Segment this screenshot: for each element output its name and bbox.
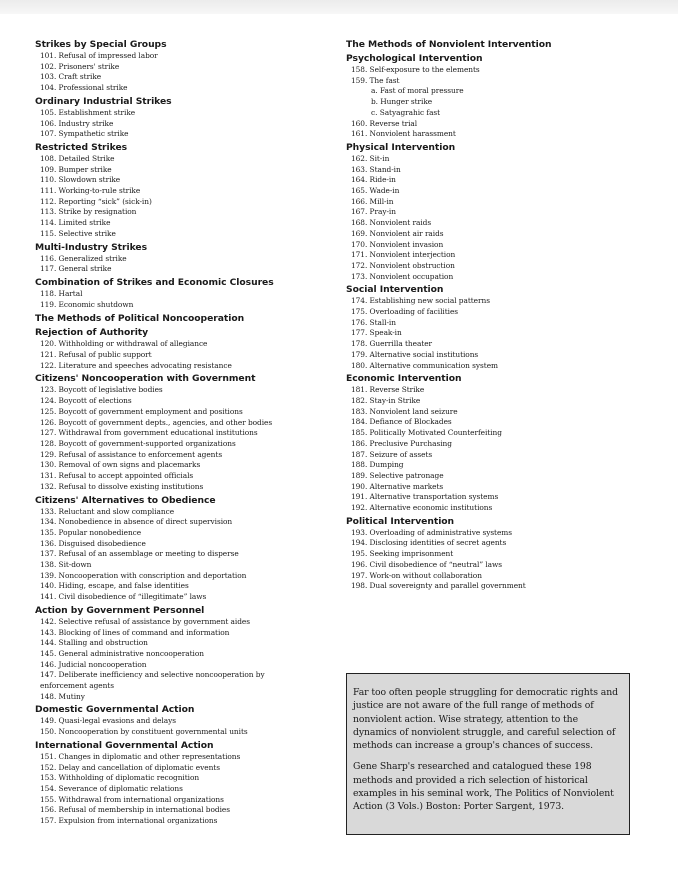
method-item: 195. Seeking imprisonment [351,549,454,559]
method-item: 186. Preclusive Purchasing [351,438,452,448]
method-item: 148. Mutiny [40,691,85,701]
method-item: 142. Selective refusal of assistance by government aides [40,616,250,626]
method-item: 191. Alternative transportation systems [351,492,499,502]
method-item: 172. Nonviolent obstruction [351,260,455,270]
method-list [35,289,330,310]
method-item: 132. Refusal to dissolve existing institutions [40,481,204,491]
method-item: 149. Quasi-legal evasions and delays [40,716,177,726]
method-item: 177. Speak-in [351,328,402,338]
method-item: 115. Selective strike [40,228,116,238]
method-item: 117. General strike [40,264,112,274]
info-box [346,673,630,835]
section-heading: Psychological Intervention [346,53,483,64]
method-item: 197. Work-on without collaboration [351,570,482,580]
method-item: 125. Boycott of government employment and positions [40,406,243,416]
info-paragraph-2: Gene Sharp's researched and catalogued these 198 methods and provided a rich selection of historical examples in his seminal work, The Politics of Nonviolent Action (3 Vols.) Boston: Porter Sargent, 1973. [353,761,614,813]
method-list [35,154,330,240]
method-item: 171. Nonviolent interjection [351,250,456,260]
section-heading: Action by Government Personnel [35,604,205,616]
method-item: b. Hunger strike [371,97,433,107]
section-heading: Social Intervention [346,284,444,296]
method-item: 109. Bumper strike [40,164,112,174]
section-heading: Strikes by Special Groups [35,39,167,50]
method-item: 147. Deliberate inefficiency and selective noncooperation by enforcement agents [40,670,265,691]
method-item: 198. Dual sovereignty and parallel government [351,581,526,591]
left-column [35,39,330,827]
method-item: 159. The fast [351,75,400,85]
method-item: 105. Establishment strike [40,107,136,117]
method-list [346,154,636,282]
method-item: 103. Craft strike [40,72,102,82]
method-item: 168. Nonviolent raids [351,218,432,228]
method-item: 101. Refusal of impressed labor [40,51,158,60]
method-item: 157. Expulsion from international organizations [40,816,218,826]
method-item: 116. Generalized strike [40,253,127,263]
section-heading: Ordinary Industrial Strikes [35,95,172,107]
part-heading: The Methods of Nonviolent Intervention [346,39,552,50]
method-item: 167. Pray-in [351,207,396,217]
method-item: 107. Sympathetic strike [40,129,129,139]
method-list [346,296,636,371]
method-item: 126. Boycott of government depts., agencies, and other bodies [40,417,273,427]
method-item: 169. Nonviolent air raids [351,228,444,238]
method-item: 156. Refusal of membership in international bodies [40,805,230,815]
method-item: 120. Withholding or withdrawal of allegiance [40,339,208,349]
method-list [35,339,330,371]
method-list [35,385,330,492]
method-item: 161. Nonviolent harassment [351,129,456,139]
method-item: 104. Professional strike [40,83,128,93]
method-item: 121. Refusal of public support [40,350,152,360]
method-item: 188. Dumping [351,460,404,470]
section-heading: Restricted Strikes [35,141,128,153]
method-item: 150. Noncooperation by constituent governmental units [40,727,248,737]
method-item: 110. Slowdown strike [40,175,121,185]
method-item: 155. Withdrawal from international organizations [40,794,224,804]
method-item: 153. Withholding of diplomatic recognition [40,773,200,783]
section-heading: Domestic Governmental Action [35,704,195,716]
method-item: 136. Disguised disobedience [40,538,146,548]
method-item: 178. Guerrilla theater [351,339,433,349]
method-list [346,528,636,592]
section-heading: Multi-Industry Strikes [35,241,147,253]
method-item: 176. Stall-in [351,317,396,327]
section-heading: Citizens' Noncooperation with Government [35,373,256,385]
info-paragraph-1: Far too often people struggling for democratic rights and justice are not aware of the full range of methods of nonviolent action. Wise strategy, attention to the dynamics of nonviolent struggle, and careful selection of methods can increase a group's chances of success. [353,687,618,752]
method-item: 114. Limited strike [40,218,111,228]
method-item: 106. Industry strike [40,118,114,128]
method-item: 133. Reluctant and slow compliance [40,506,175,516]
method-item: 173. Nonviolent occupation [351,271,454,281]
section-heading: Economic Intervention [346,373,462,385]
method-item: 123. Boycott of legislative bodies [40,385,163,395]
method-item: 152. Delay and cancellation of diplomatic events [40,762,220,772]
method-item: c. Satyagrahic fast [371,107,441,117]
section-heading: Combination of Strikes and Economic Closures [35,276,274,288]
method-item: 143. Blocking of lines of command and information [40,627,230,637]
method-item: 180. Alternative communication system [351,360,498,370]
section-heading: Rejection of Authority [35,327,149,339]
method-list [346,385,636,513]
method-item: 131. Refusal to accept appointed officials [40,471,194,481]
method-item: 174. Establishing new social patterns [351,296,490,306]
method-item: 181. Reverse Strike [351,385,425,395]
method-item: 112. Reporting “sick” (sick-in) [40,196,152,206]
method-item: 141. Civil disobedience of “illegitimate” laws [40,592,207,602]
method-item: 189. Selective patronage [351,470,444,480]
method-item: 122. Literature and speeches advocating resistance [40,360,232,370]
method-item: 185. Politically Motivated Counterfeiting [351,428,502,438]
method-item: 129. Refusal of assistance to enforcement agents [40,449,223,459]
method-list [35,507,330,603]
method-item: 102. Prisoners' strike [40,61,120,71]
method-item: 170. Nonviolent invasion [351,239,444,249]
method-item: 146. Judicial noncooperation [40,659,147,669]
method-item: 166. Mill-in [351,196,394,206]
method-item: 138. Sit-down [40,560,92,570]
section-heading: International Governmental Action [35,739,214,751]
page-top-bar [0,0,678,14]
method-item: 127. Withdrawal from government educational institutions [40,428,258,438]
section-heading: Citizens' Alternatives to Obedience [35,494,216,506]
section-heading: Physical Intervention [346,141,456,153]
method-item: 190. Alternative markets [351,481,444,491]
method-list [346,65,636,140]
method-item: 113. Strike by resignation [40,207,137,217]
method-item: 164. Ride-in [351,175,396,185]
method-item: 137. Refusal of an assemblage or meeting to disperse [40,549,239,559]
method-item: 194. Disclosing identities of secret agents [351,538,507,548]
part-heading: The Methods of Political Noncooperation [35,313,245,325]
method-item: 192. Alternative economic institutions [351,503,493,513]
method-item: 140. Hiding, escape, and false identities [40,581,189,591]
method-item: 187. Seizure of assets [351,449,433,459]
method-item: 135. Popular nonobedience [40,527,142,537]
method-item: 108. Detailed Strike [40,153,115,163]
method-item: 163. Stand-in [351,164,401,174]
method-item: 145. General administrative noncooperation [40,648,204,658]
method-list [35,108,330,140]
method-item: 160. Reverse trial [351,118,418,128]
method-item: 175. Overloading of facilities [351,307,459,317]
method-item: 139. Noncooperation with conscription and deportation [40,570,247,580]
section-heading: Political Intervention [346,515,455,527]
method-item: 154. Severance of diplomatic relations [40,783,183,793]
method-item: 162. Sit-in [351,153,390,163]
method-item: 134. Nonobedience in absence of direct supervision [40,517,233,527]
method-item: 118. Hartal [40,288,83,298]
method-item: 165. Wade-in [351,186,400,196]
method-item: 196. Civil disobedience of “neutral” laws [351,559,503,569]
method-item: 158. Self-exposure to the elements [351,65,480,74]
method-list [35,617,330,703]
method-item: 119. Economic shutdown [40,299,134,309]
method-item: 193. Overloading of administrative systems [351,527,513,537]
method-item: 182. Stay-in Strike [351,395,421,405]
method-item: 130. Removal of own signs and placemarks [40,460,201,470]
method-list [35,51,330,94]
method-item: 184. Defiance of Blockades [351,417,452,427]
right-column [346,39,636,592]
method-item: 144. Stalling and obstruction [40,638,148,648]
method-item: 124. Boycott of elections [40,396,132,406]
method-item: 128. Boycott of government-supported organizations [40,438,236,448]
method-list [35,752,330,827]
method-list [35,716,330,737]
method-item: a. Fast of moral pressure [371,86,464,96]
method-list [35,254,330,275]
method-item: 151. Changes in diplomatic and other representations [40,751,241,761]
method-item: 179. Alternative social institutions [351,349,479,359]
method-item: 183. Nonviolent land seizure [351,406,458,416]
method-item: 111. Working-to-rule strike [40,186,141,196]
